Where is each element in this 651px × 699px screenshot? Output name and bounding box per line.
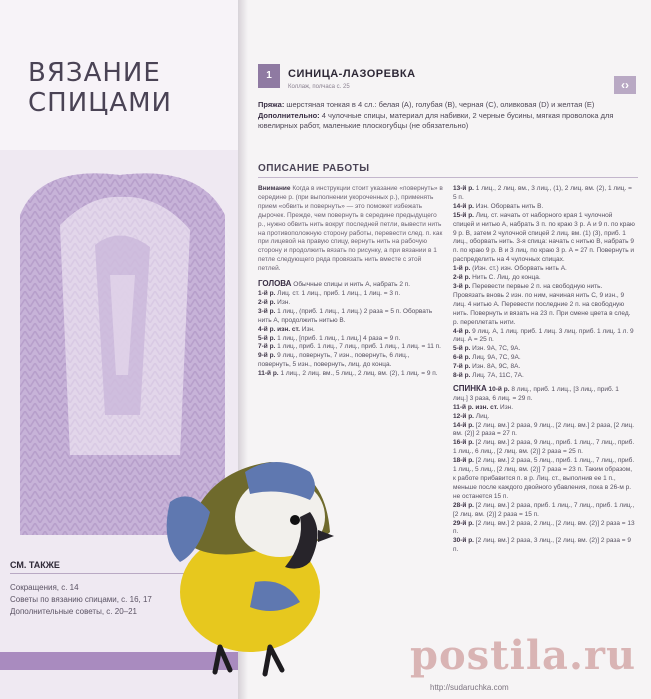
row-text: Изн. xyxy=(301,325,315,333)
instructions-column-2 xyxy=(453,185,635,555)
row-text: 9 лиц., повернуть, 7 изн., повернуть, 6 лиц., повернуть, 5 изн., повернуть, лиц. до конца. xyxy=(258,352,410,369)
row-label: 29-й р. xyxy=(453,519,474,527)
row-label: 4-й р. xyxy=(453,327,471,335)
instruction-row xyxy=(453,439,635,457)
row-label: 3-й р. xyxy=(258,307,276,315)
row-label: 2-й р. xyxy=(258,298,276,306)
instructions-column-1 xyxy=(258,185,443,379)
row-text: Перевести первые 2 п. на свободную нить. Провязать вновь 2 изн. по ним, начиная нить С, 9 изн., 9 лиц. 4 нитью А. Перевести последние 2 п. на свободную нить. Повернуть и вязать на 23 п. При смене цвета в след. р. переплетать нити. xyxy=(453,282,631,326)
yarn-text: шерстяная тонкая в 4 сл.: белая (А), голубая (В), черная (С), оливковая (D) и желтая (Е) xyxy=(286,100,595,109)
row-text: 9 лиц. А, 1 лиц. приб. 1 лиц. 3 лиц. приб. 1 лиц. 1 л. 9 лиц. А = 25 п. xyxy=(453,327,634,344)
head-label: ГОЛОВА xyxy=(258,279,292,289)
row-text: 1 лиц., (приб. 1 лиц., 1 лиц.) 2 раза = 5 п. Оборвать нить А, продолжить нитью В. xyxy=(258,307,433,324)
row-label: 15-й р. xyxy=(453,211,474,219)
pattern-title: СИНИЦА-ЛАЗОРЕВКА xyxy=(288,68,416,80)
row-text: Лиц. 7А, 11С, 7А. xyxy=(472,372,524,380)
instruction-row xyxy=(453,413,635,422)
row-label: 8-й р. xyxy=(453,372,471,380)
knitted-blue-tit-photo xyxy=(160,432,340,682)
body-label: СПИНКА xyxy=(453,383,487,393)
row-text: 1 лиц., [приб. 1 лиц., 1 лиц.] 4 раза = 9 п. xyxy=(277,334,401,342)
instruction-row xyxy=(453,372,635,381)
row-label: 2-й р. xyxy=(453,274,471,282)
row-text: [2 лиц. вм.] 2 раза, 9 лиц., [2 лиц. вм.] 2 раза, [2 лиц. вм. (2)] 2 раза = 27 п. xyxy=(453,421,635,438)
row-label: 7-й р. xyxy=(258,343,276,351)
instruction-row xyxy=(453,422,635,440)
body-intro-label: 10-й р. xyxy=(488,385,510,393)
row-text: Лиц. xyxy=(475,412,490,420)
row-label: 5-й р. xyxy=(258,334,276,342)
row-text: Лиц. ст. начать от наборного края 1 чулочной спицей и нитью А, набрать 3 п. по краю 3 р. А и 9 п. по краю 9 р. В, затем 2 чулочной спицей 2 лиц. вм. (1) (3), приб. 1 лиц., оборвать нить. 3-я спица: начать с нитью В, набрать 9 п. по краю 9 р. В и 3 лиц. по краю 3 р. А = 27 п. Повернуть и распределить на 4 чулочных спицах. xyxy=(453,211,635,264)
instruction-row xyxy=(453,203,635,212)
see-also-heading: СМ. ТАКЖЕ xyxy=(10,560,230,574)
instruction-row xyxy=(453,457,635,502)
extra-label: Дополнительно: xyxy=(258,110,320,120)
instruction-row xyxy=(453,185,635,203)
row-label: 5-й р. xyxy=(453,345,471,353)
see-also-link-tips[interactable]: Советы по вязанию спицами, с. 16, 17 xyxy=(10,595,152,604)
row-label: 9-й р. xyxy=(258,352,276,360)
row-text: [2 лиц. вм.] 2 раза, 2 лиц., [2 лиц. вм. (2)] 2 раза = 13 п. xyxy=(453,519,635,536)
head-text: Обычные спицы и нить А, набрать 2 п. xyxy=(293,281,411,289)
instruction-row xyxy=(258,290,443,299)
instruction-row xyxy=(453,328,635,346)
row-text: 1 лиц., приб. 1 лиц., 7 лиц., приб. 1 лиц., 1 лиц. = 11 п. xyxy=(277,343,441,351)
row-text: 1 лиц., 2 лиц. вм., 3 лиц., (1), 2 лиц. вм. (2), 1 лиц. = 5 п. xyxy=(453,185,632,201)
instruction-row xyxy=(453,283,635,328)
pattern-reference: Коллаж, полчаса с. 25 xyxy=(288,84,350,90)
row-label: 3-й р. xyxy=(453,282,471,290)
section-title xyxy=(28,58,172,118)
head-section xyxy=(258,280,443,290)
instruction-row xyxy=(258,308,443,326)
yarn-label: Пряжа: xyxy=(258,100,285,109)
body-intro-text: 8 лиц., приб. 1 лиц., [3 лиц., приб. 1 лиц.] 3 раза, 6 лиц. = 29 п. xyxy=(453,385,619,402)
instruction-row xyxy=(453,265,635,274)
row-label: 4-й р. изн. ст. xyxy=(258,325,300,333)
pattern-number: 1 xyxy=(258,64,280,88)
instruction-row xyxy=(453,345,635,354)
instruction-row xyxy=(453,537,635,555)
instruction-row xyxy=(453,363,635,372)
instruction-row xyxy=(453,404,635,413)
note-label: Внимание xyxy=(258,185,291,192)
materials-block xyxy=(258,100,630,132)
row-label: 11-й р. изн. ст. xyxy=(453,403,499,411)
section-corner-icon: ‹› xyxy=(614,76,636,94)
row-label: 30-й р. xyxy=(453,537,474,545)
section-title-line-2: СПИЦАМИ xyxy=(28,88,173,118)
instruction-row xyxy=(453,520,635,538)
instruction-row xyxy=(453,502,635,520)
section-title-line-1: ВЯЗАНИЕ xyxy=(28,58,161,88)
instruction-row xyxy=(258,326,443,335)
instruction-row xyxy=(453,274,635,283)
row-text: Нить С. Лиц. до конца. xyxy=(472,274,541,282)
row-text: Изн. xyxy=(277,298,291,306)
row-label: 14-й р. xyxy=(453,421,474,429)
row-text: Лиц. ст. 1 лиц., приб. 1 лиц., 1 лиц. = 3 п. xyxy=(277,289,401,297)
row-text: Изн. 9А, 7С, 9А. xyxy=(472,345,521,353)
row-label: 14-й р. xyxy=(453,202,474,210)
row-text: [2 лиц. вм.] 2 раза, 9 лиц., приб. 1 лиц., 7 лиц., приб. 1 лиц., 6 лиц., [2 лиц. вм. (2)] 2 раза = 25 п. xyxy=(453,439,635,456)
row-text: [2 лиц. вм.] 2 раза, приб. 1 лиц., 7 лиц., приб. 1 лиц., [2 лиц. вм. (2)] 2 раза = 15 п. xyxy=(453,501,635,518)
instruction-row xyxy=(258,370,443,379)
see-also-link-abbreviations[interactable]: Сокращения, с. 14 xyxy=(10,583,79,592)
row-label: 18-й р. xyxy=(453,457,474,465)
description-heading: ОПИСАНИЕ РАБОТЫ xyxy=(258,163,638,178)
extra-text: 4 чулочные спицы, материал для набивки, 2 черные бусины, мягкая проволока для ювелирных работ, маленькие плоскогубцы (не обязательно) xyxy=(258,110,614,130)
row-text: (Изн. ст.) изн. Оборвать нить А. xyxy=(472,265,567,273)
body-section xyxy=(453,385,635,404)
instruction-row xyxy=(453,354,635,363)
instruction-row xyxy=(258,299,443,308)
row-label: 6-й р. xyxy=(453,354,471,362)
instruction-row xyxy=(258,343,443,352)
row-label: 7-й р. xyxy=(453,363,471,371)
row-label: 28-й р. xyxy=(453,501,474,509)
watermark-url[interactable]: http://sudaruchka.com xyxy=(430,683,509,692)
see-also-link-extra-tips[interactable]: Дополнительные советы, с. 20–21 xyxy=(10,607,137,616)
row-text: Изн. xyxy=(500,403,514,411)
row-label: 11-й р. xyxy=(258,370,279,378)
row-text: Лиц. 9А, 7С, 9А. xyxy=(472,354,521,362)
row-label: 16-й р. xyxy=(453,439,474,447)
row-text: 1 лиц., 2 лиц. вм., 5 лиц., 2 лиц. вм. (2), 1 лиц. = 9 п. xyxy=(280,370,438,378)
note-text: Когда в инструкции стоит указание «повернуть» в середине р. (при выполнении укороченных р.), применять прием «обвить и повернуть» — это поможет избежать дырочек. Прежде, чем повернуть в середине предыдущего р., нужно обвить нить вокруг последней петли, вывести нить на противоположную сторону работы, перевести след. п. как при лицевой на правую спицу, вернуть нить на рабочую сторону и продолжить вязать по рисунку, а при вязании в 1 петле следующего ряда провязать нить вместе с этой петлей. xyxy=(258,185,443,273)
row-text: [2 лиц. вм.] 2 раза, 3 лиц., [2 лиц. вм. (2)] 2 раза = 9 п. xyxy=(453,537,632,554)
row-text: [2 лиц. вм.] 2 раза, 5 лиц., приб. 1 лиц., 7 лиц., приб. 1 лиц., 5 лиц., [2 лиц. вм. (2)] 7 раза = 23 п. Таким образом, к работе прибавится п. в р. Лиц. ст., выполнив ее 1 п., меньше после каждого двойного убавления, пока в 26-м р. не останется 15 п. xyxy=(453,457,635,500)
instruction-row xyxy=(258,352,443,370)
row-label: 13-й р. xyxy=(453,185,474,192)
watermark-logo: postila.ru xyxy=(410,632,637,679)
row-text: Изн. Оборвать нить В. xyxy=(475,202,544,210)
row-label: 12-й р. xyxy=(453,412,474,420)
instruction-row xyxy=(453,212,635,265)
row-label: 1-й р. xyxy=(258,289,276,297)
row-label: 1-й р. xyxy=(453,265,471,273)
row-text: Изн. 8А, 9С, 8А. xyxy=(472,363,521,371)
note-paragraph xyxy=(258,185,443,274)
